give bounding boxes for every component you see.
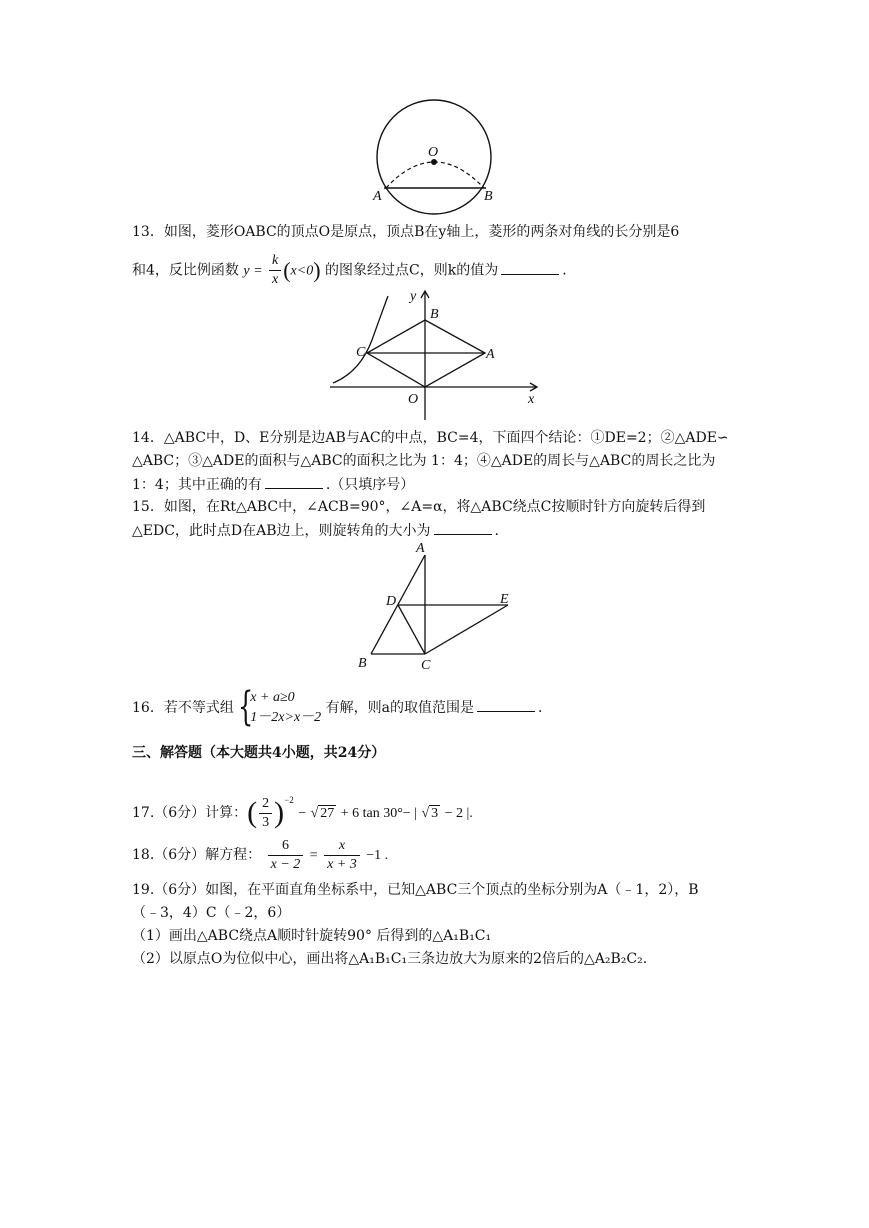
q16-row2: 1－2x>x－2 bbox=[250, 710, 322, 725]
label-d: D bbox=[386, 594, 397, 609]
label-c: C bbox=[356, 345, 366, 360]
q18-den1: x − 2 bbox=[268, 855, 304, 874]
q17-sqrt2: √ 3 bbox=[421, 806, 439, 821]
q18-num2: x bbox=[338, 837, 346, 853]
label-o: O bbox=[408, 392, 419, 407]
q15-text-b: . bbox=[494, 523, 499, 539]
q13-line1: 13．如图，菱形OABC的顶点O是原点，顶点B在y轴上，菱形的两条对角线的长分别是6 bbox=[132, 224, 680, 240]
q15-text-a: △EDC，此时点D在AB边上，则旋转角的大小为 bbox=[132, 523, 431, 539]
q19-line4: （2）以原点O为位似中心，画出将△A₁B₁C₁三条边放大为原来的2倍后的△A₂B₂C₂. bbox=[132, 951, 648, 967]
q17-prefix: 17.（6分）计算： bbox=[132, 805, 248, 821]
q16-line bbox=[132, 684, 543, 730]
q15-line1: 15．如图，在Rt△ABC中，∠ACB=90°，∠A=α，将△ABC绕点C按顺时针方向旋转后得到 bbox=[132, 499, 706, 515]
q19-line1: 19.（6分）如图，在平面直角坐标系中，已知△ABC三个顶点的坐标分别为A（﹣1，2），B bbox=[132, 882, 699, 898]
q19-line2: （﹣3，4）C（﹣2，6） bbox=[132, 905, 291, 921]
q17-radicand2: 3 bbox=[431, 806, 439, 821]
q13-func: y = bbox=[243, 263, 263, 279]
q18-prefix: 18.（6分）解方程： bbox=[132, 847, 262, 863]
segment-dc bbox=[398, 605, 425, 654]
q18-equals: = bbox=[309, 848, 318, 863]
label-a: A bbox=[486, 347, 495, 362]
q13-cond: x<0 bbox=[290, 263, 314, 279]
q17-line bbox=[132, 780, 473, 834]
q14-text-b: .（只填序号） bbox=[325, 477, 415, 493]
q16-brace: { bbox=[238, 684, 254, 730]
q13-text-a: 和4，反比例函数 bbox=[132, 262, 239, 279]
q17-exponent: −2 bbox=[284, 795, 294, 805]
label-a: A bbox=[373, 189, 382, 204]
q18-tail: −1 . bbox=[366, 848, 389, 863]
q17-middle: + 6 tan 30°− | bbox=[340, 806, 417, 821]
q19-line3: （1）画出△ABC绕点A顺时针旋转90° 后得到的△A₁B₁C₁ bbox=[132, 928, 492, 944]
label-o: O bbox=[428, 145, 439, 160]
q17-fraction bbox=[259, 795, 272, 832]
q17-num: 2 bbox=[262, 795, 270, 811]
q17-paren-close: ) bbox=[274, 796, 285, 829]
q17-minus: − bbox=[298, 806, 307, 821]
q18-fraction2 bbox=[324, 837, 360, 874]
q13-paren-close: ) bbox=[313, 257, 321, 283]
q14-text-a: 1：4；其中正确的有 bbox=[132, 477, 262, 493]
q13-k: k bbox=[272, 253, 279, 268]
q14-line2: △ABC；③△ADE的面积与△ABC的面积之比为 1：4；④△ADE的周长与△ABC的周长之比为 bbox=[132, 453, 716, 469]
label-a: A bbox=[416, 541, 425, 556]
q17-radicand1: 27 bbox=[320, 806, 335, 821]
label-e: E bbox=[500, 592, 509, 607]
q16-suffix: 有解，则a的取值范围是 bbox=[325, 700, 474, 716]
q18-line bbox=[132, 835, 388, 876]
q16-system bbox=[238, 684, 322, 730]
q14-line1: 14．△ABC中，D、E分别是边AB与AC的中点，BC=4，下面四个结论：①DE=2；②△ADE∽ bbox=[132, 430, 729, 446]
label-x: x bbox=[528, 392, 535, 407]
q13-text-b: 的图象经过点C，则k的值为 bbox=[325, 262, 499, 279]
label-b: B bbox=[430, 307, 439, 322]
q16-end: . bbox=[537, 700, 543, 716]
q16-row1: x + a≥0 bbox=[250, 690, 295, 705]
q16-answer-blank[interactable] bbox=[477, 697, 535, 712]
label-c: C bbox=[421, 658, 431, 673]
q17-tail: − 2 |. bbox=[444, 806, 473, 821]
label-b: B bbox=[358, 656, 367, 671]
label-b: B bbox=[484, 189, 493, 204]
q18-den2: x + 3 bbox=[324, 855, 360, 874]
q13-x: x bbox=[269, 270, 281, 289]
q18-fraction1 bbox=[268, 837, 304, 874]
label-y: y bbox=[410, 289, 417, 304]
q13-end: . bbox=[562, 262, 567, 279]
q17-paren-open: ( bbox=[247, 796, 258, 829]
q16-prefix: 16．若不等式组 bbox=[132, 700, 234, 716]
segment-ec bbox=[425, 605, 508, 654]
q13-paren-open: ( bbox=[283, 257, 291, 283]
q17-den: 3 bbox=[259, 813, 272, 832]
q17-sqrt1: √ 27 bbox=[310, 806, 335, 821]
section-3-heading: 三、解答题（本大题共4小题，共24分） bbox=[132, 745, 386, 761]
q18-num1: 6 bbox=[281, 837, 289, 853]
